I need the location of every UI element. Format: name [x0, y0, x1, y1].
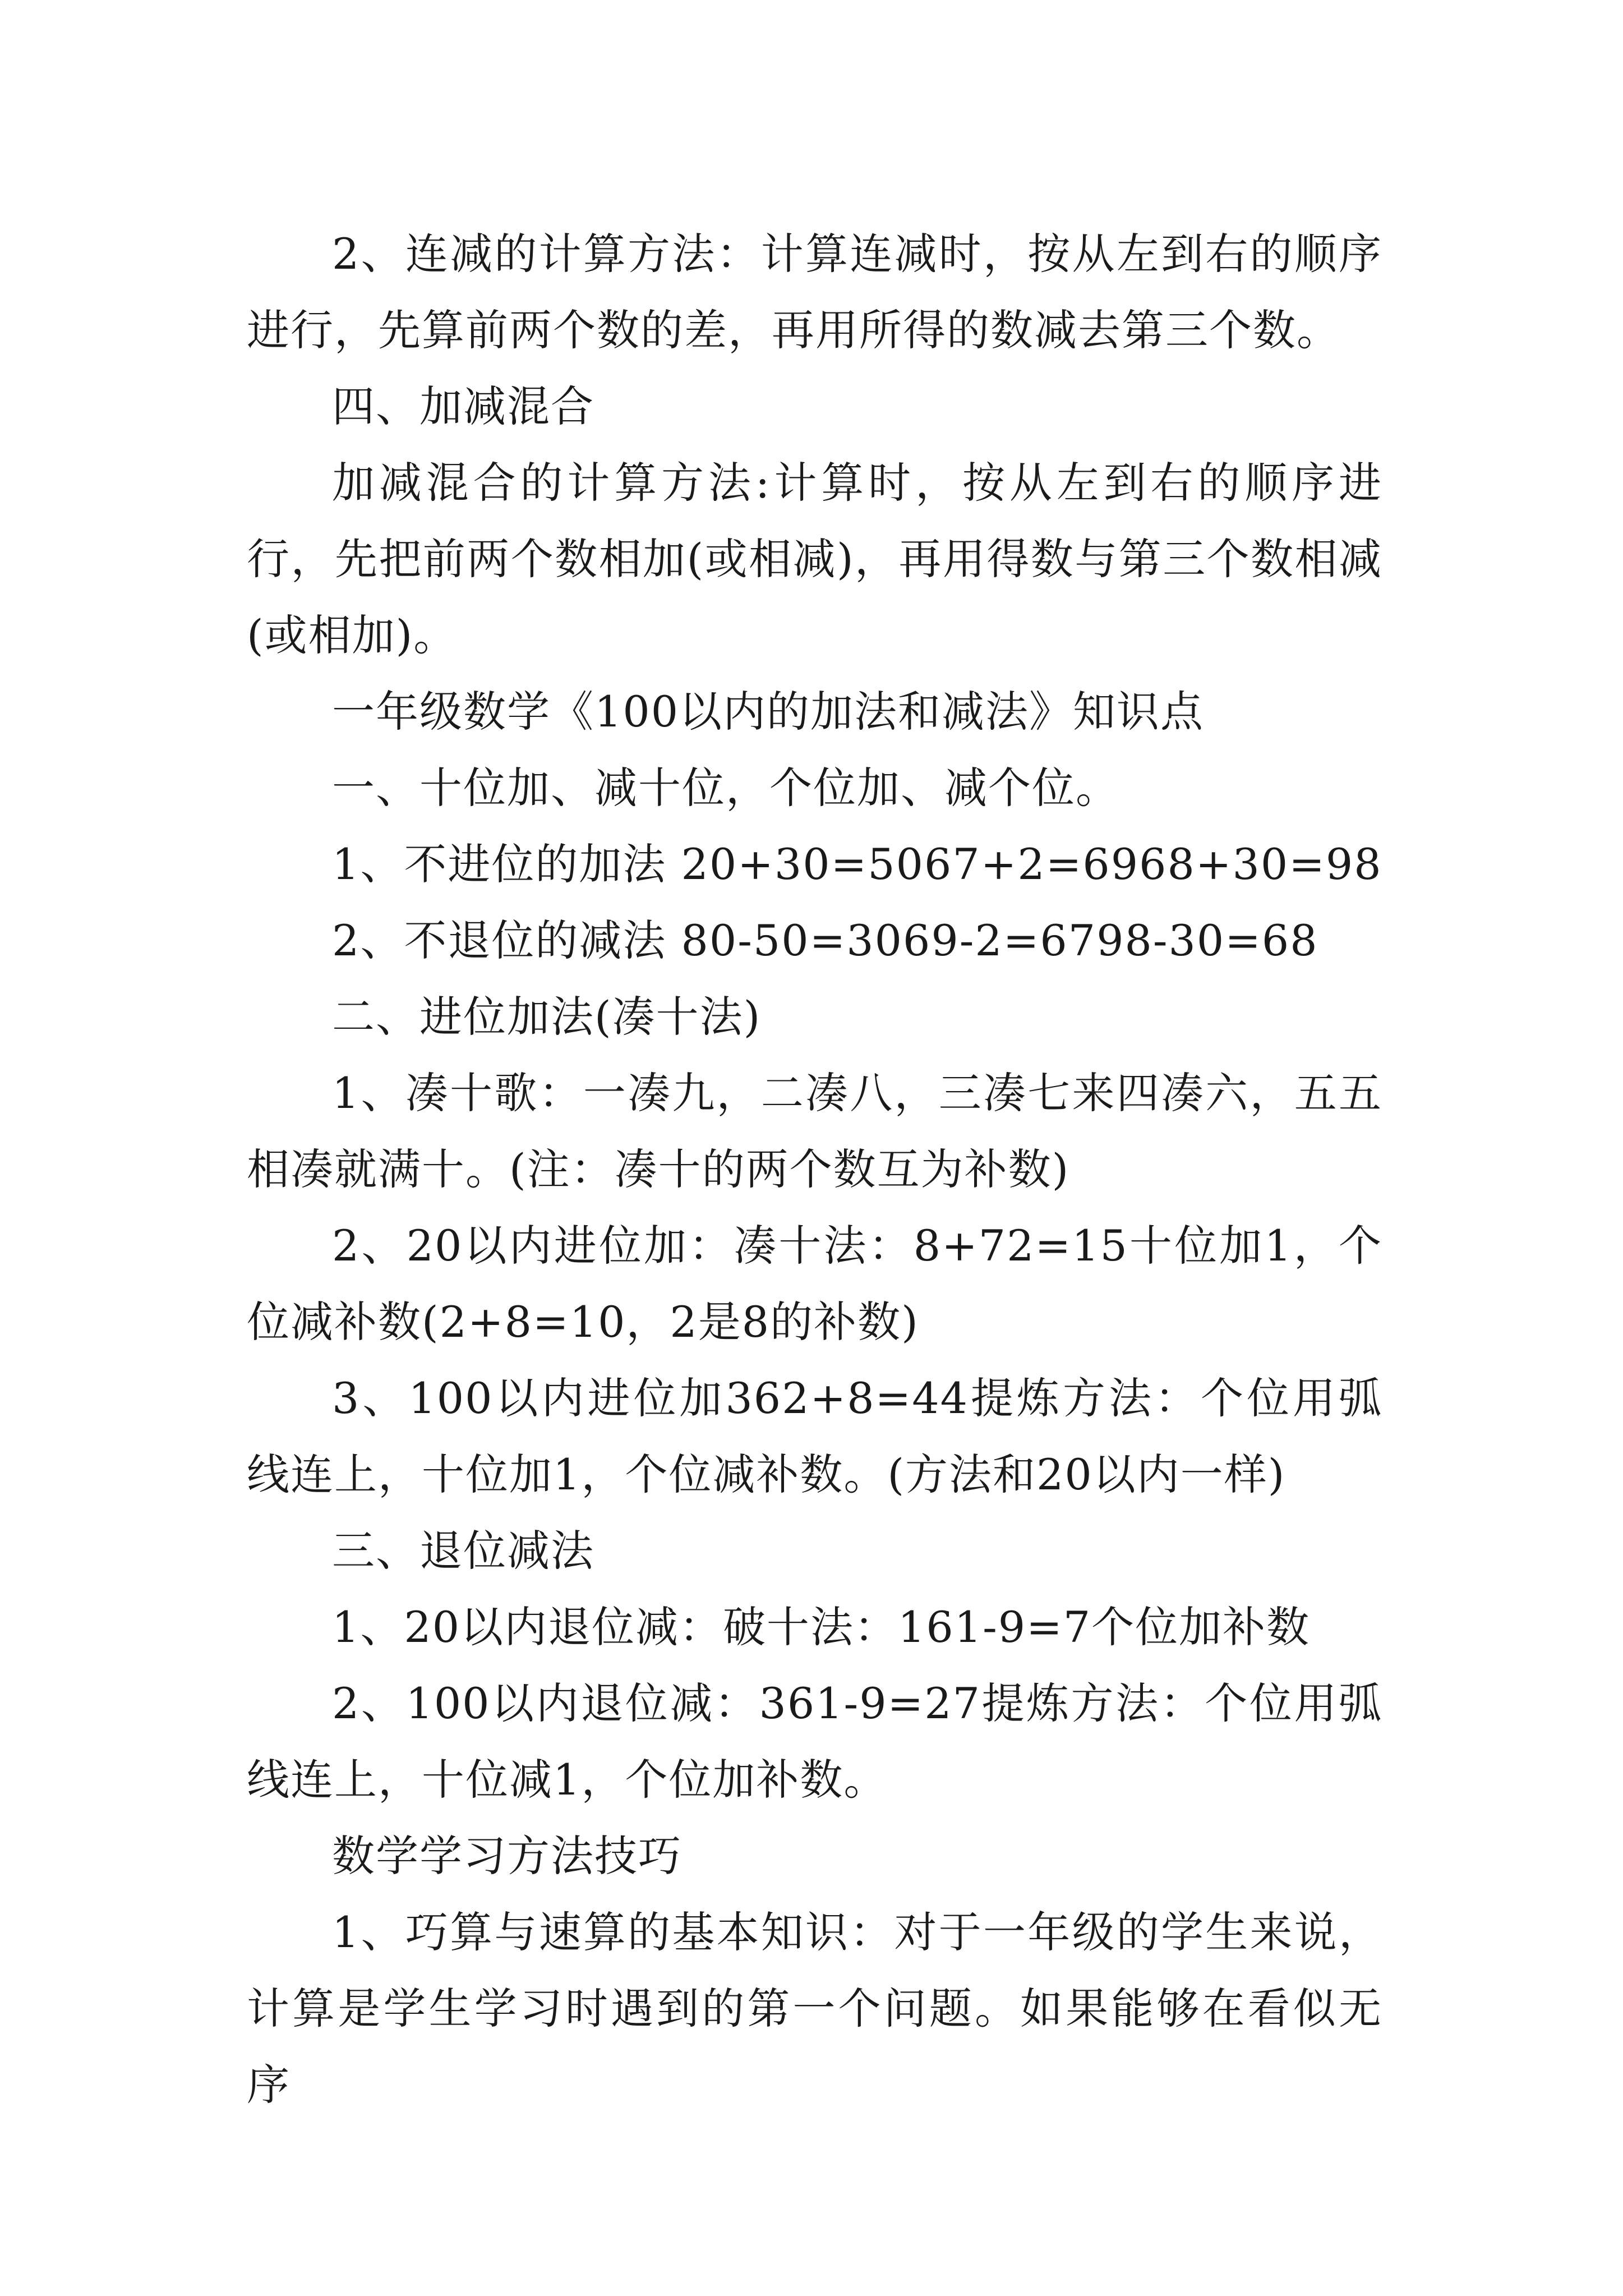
- heading-knowledge-points: 一年级数学《100以内的加法和减法》知识点: [332, 687, 1205, 737]
- heading-mixed-add-subtract: 四、加减混合: [332, 381, 594, 431]
- heading-borrow-subtraction: 三、退位减法: [332, 1526, 594, 1576]
- paragraph-within-20-borrow: 1、20以内退位减：破十法：161-9=7个位加补数: [332, 1602, 1311, 1652]
- heading-carry-addition: 二、进位加法(凑十法): [332, 992, 762, 1042]
- paragraph-no-carry-addition: 1、不进位的加法 20+30=5067+2=6968+30=98: [332, 839, 1382, 889]
- paragraph-within-20-carry: 2、20以内进位加：凑十法：8+72=15十位加1，个位减补数(2+8=10，2是8的补数): [247, 1221, 1382, 1347]
- paragraph-make-ten-song: 1、凑十歌：一凑九，二凑八，三凑七来四凑六，五五相凑就满十。(注：凑十的两个数互为补数): [247, 1068, 1382, 1194]
- document-body: [247, 216, 1382, 2123]
- paragraph-no-borrow-subtraction: 2、不退位的减法 80-50=3069-2=6798-30=68: [332, 915, 1318, 965]
- paragraph-mixed-method: 加减混合的计算方法:计算时，按从左到右的顺序进行，先把前两个数相加(或相减)，再用得数与第三个数相减(或相加)。: [247, 458, 1382, 660]
- paragraph-within-100-carry: 3、100以内进位加362+8=44提炼方法：个位用弧线连上，十位加1，个位减补数。(方法和20以内一样): [247, 1373, 1382, 1499]
- heading-tens-and-ones: 一、十位加、减十位，个位加、减个位。: [332, 763, 1119, 813]
- paragraph-continuous-subtraction: 2、连减的计算方法：计算连减时，按从左到右的顺序进行，先算前两个数的差，再用所得的数减去第三个数。: [247, 229, 1382, 355]
- heading-study-tips: 数学学习方法技巧: [332, 1831, 682, 1881]
- paragraph-quick-calculation: 1、巧算与速算的基本知识：对于一年级的学生来说，计算是学生学习时遇到的第一个问题。如果能够在看似无序: [247, 1907, 1382, 2110]
- paragraph-within-100-borrow: 2、100以内退位减：361-9=27提炼方法：个位用弧线连上，十位减1，个位加补数。: [247, 1678, 1382, 1805]
